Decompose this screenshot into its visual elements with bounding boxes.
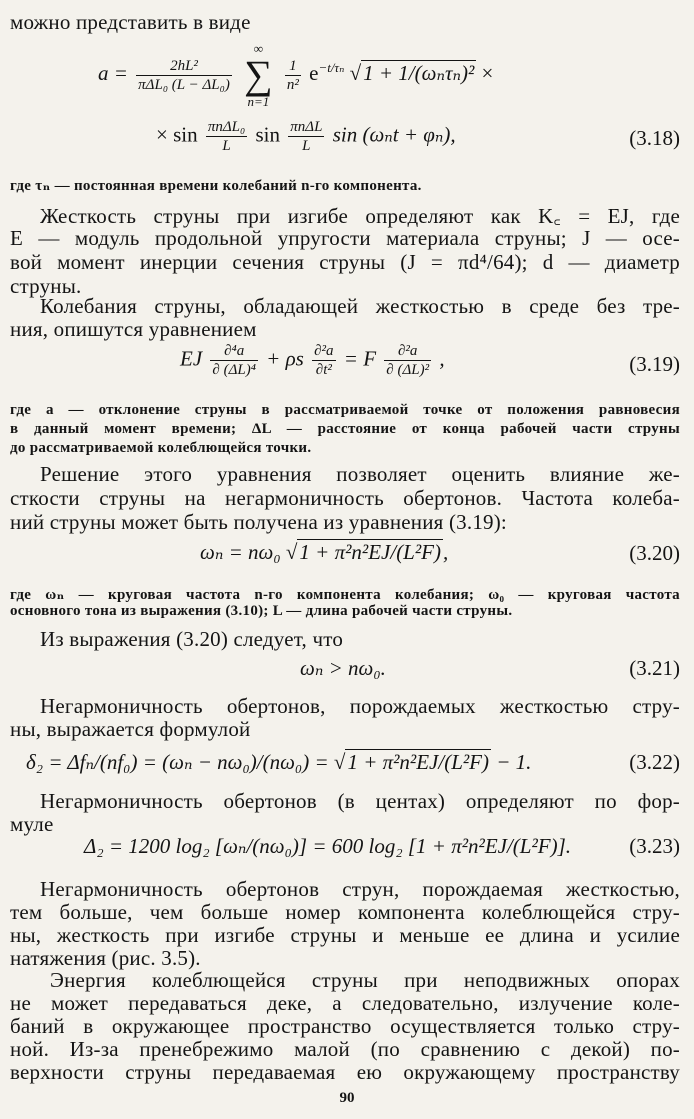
text-line: Из выражения (3.20) следует, что xyxy=(40,627,344,651)
text-line: до рассматриваемой колеблющейся точки. xyxy=(10,440,312,456)
text-line: ной. Из-за пренебрежимо малой (по сравнению с декой) по- xyxy=(10,1037,680,1061)
equation-3-18-a: a = $\frac{\text{2hL²}}{\text{πΔL₀ (L − ΔL₀)}}$ ∞ ∑ n=1 $\frac{1}{\text{n²}}$ $e^{-t/\tau_n}$ √1 + 1/(ωₙτₙ)² × xyxy=(98,41,494,109)
equation-number: (3.19) xyxy=(629,352,680,376)
equation-3-23: Δ₂ = 1200 log₂ [ωₙ/(nω₀)] = 600 log₂ [1 + π²n²EJ/(L²F)]. xyxy=(84,834,572,858)
text-line: ний струны может быть получена из уравнения (3.19): xyxy=(10,510,507,534)
text-line: Негармоничность обертонов, порождаемых жесткостью стру- xyxy=(40,694,680,718)
text-line: струны. xyxy=(10,274,82,298)
equation-number: (3.23) xyxy=(629,834,680,858)
equation-number: (3.18) xyxy=(629,126,680,150)
text-line: можно представить в виде xyxy=(10,10,251,34)
text-line: тем больше, чем больше номер компонента колеблющейся стру- xyxy=(10,900,680,924)
equation-number: (3.22) xyxy=(629,750,680,774)
text-line: не может передаваться деке, а следовательно, излучение коле- xyxy=(10,991,680,1015)
text-line: Негармоничность обертонов струн, порождаемая жесткостью, xyxy=(40,877,680,901)
text-line: Энергия колеблющейся струны при неподвижных опорах xyxy=(50,968,680,992)
text-line: вой момент инерции сечения струны (J = πd⁴/64); d — диаметр xyxy=(10,250,680,274)
text-line: Жесткость струны при изгибе определяют как K꜀ = EJ, где xyxy=(40,204,680,228)
text-line: где ωₙ — круговая частота n-го компонента колебания; ω₀ — круговая частота xyxy=(10,587,680,603)
text-line: ны, жесткость при изгибе струны и меньше ее длина и усилие xyxy=(10,923,680,947)
text-line: ния, опишутся уравнением xyxy=(10,317,257,341)
text-line: ны, выражается формулой xyxy=(10,717,251,741)
text-line: основного тона из выражения (3.10); L — длина рабочей части струны. xyxy=(10,603,513,619)
text-line: баний в окружающее пространство осуществляется только стру- xyxy=(10,1014,680,1038)
fraction: $\frac{\text{2hL²}}{\text{πΔL₀ (L − ΔL₀)}}$ xyxy=(138,57,230,93)
text-line: где τₙ — постоянная времени колебаний n-го компонента. xyxy=(10,178,422,194)
text-line: Решение этого уравнения позволяет оценить влияние же- xyxy=(40,462,680,486)
equation-3-19: EJ $\frac{\text{∂⁴a}}{\text{∂ (ΔL)⁴}}$ + ρs $\frac{\text{∂²a}}{\text{∂t²}}$ = F $\frac{\text{∂²a}}{\text{∂ (ΔL)²}}$ , xyxy=(180,343,445,378)
fraction: $\frac{1}{\text{n²}}$ xyxy=(286,57,299,93)
equation-3-20: ωₙ = nω₀ √1 + π²n²EJ/(L²F), xyxy=(200,540,449,564)
text-line: муле xyxy=(10,812,54,836)
text-line: где a — отклонение струны в рассматриваемой точке от положения равновесия xyxy=(10,402,680,418)
text-line: Негармоничность обертонов (в центах) определяют по фор- xyxy=(40,789,680,813)
equation-3-22: δ₂ = Δfₙ/(nf₀) = (ωₙ − nω₀)/(nω₀) = √1 + π²n²EJ/(L²F) − 1. xyxy=(26,750,532,774)
equation-3-18-b: × sin $\frac{\text{πnΔL₀}}{L}$ sin $\frac{\text{πnΔL}}{L}$ sin (ωₙt + φₙ), xyxy=(156,119,456,154)
page-number: 90 xyxy=(339,1090,355,1106)
text-line: в данный момент времени; ΔL — расстояние от конца рабочей части струны xyxy=(10,421,680,437)
text-line: E — модуль продольной упругости материала струны; J — осе- xyxy=(10,226,680,250)
text-line: верхности струны передаваемая ею окружающему пространству xyxy=(10,1060,680,1084)
text-line: Колебания струны, обладающей жесткостью в среде без тре- xyxy=(40,294,680,318)
equation-3-21: ωₙ > nω₀. xyxy=(300,656,386,680)
equation-number: (3.20) xyxy=(629,541,680,565)
text-line: натяжения (рис. 3.5). xyxy=(10,946,201,970)
text-line: сткости струны на негармоничность обертонов. Частота колеба- xyxy=(10,486,680,510)
summation-sign: ∞ ∑ n=1 xyxy=(244,41,273,109)
equation-number: (3.21) xyxy=(629,656,680,680)
